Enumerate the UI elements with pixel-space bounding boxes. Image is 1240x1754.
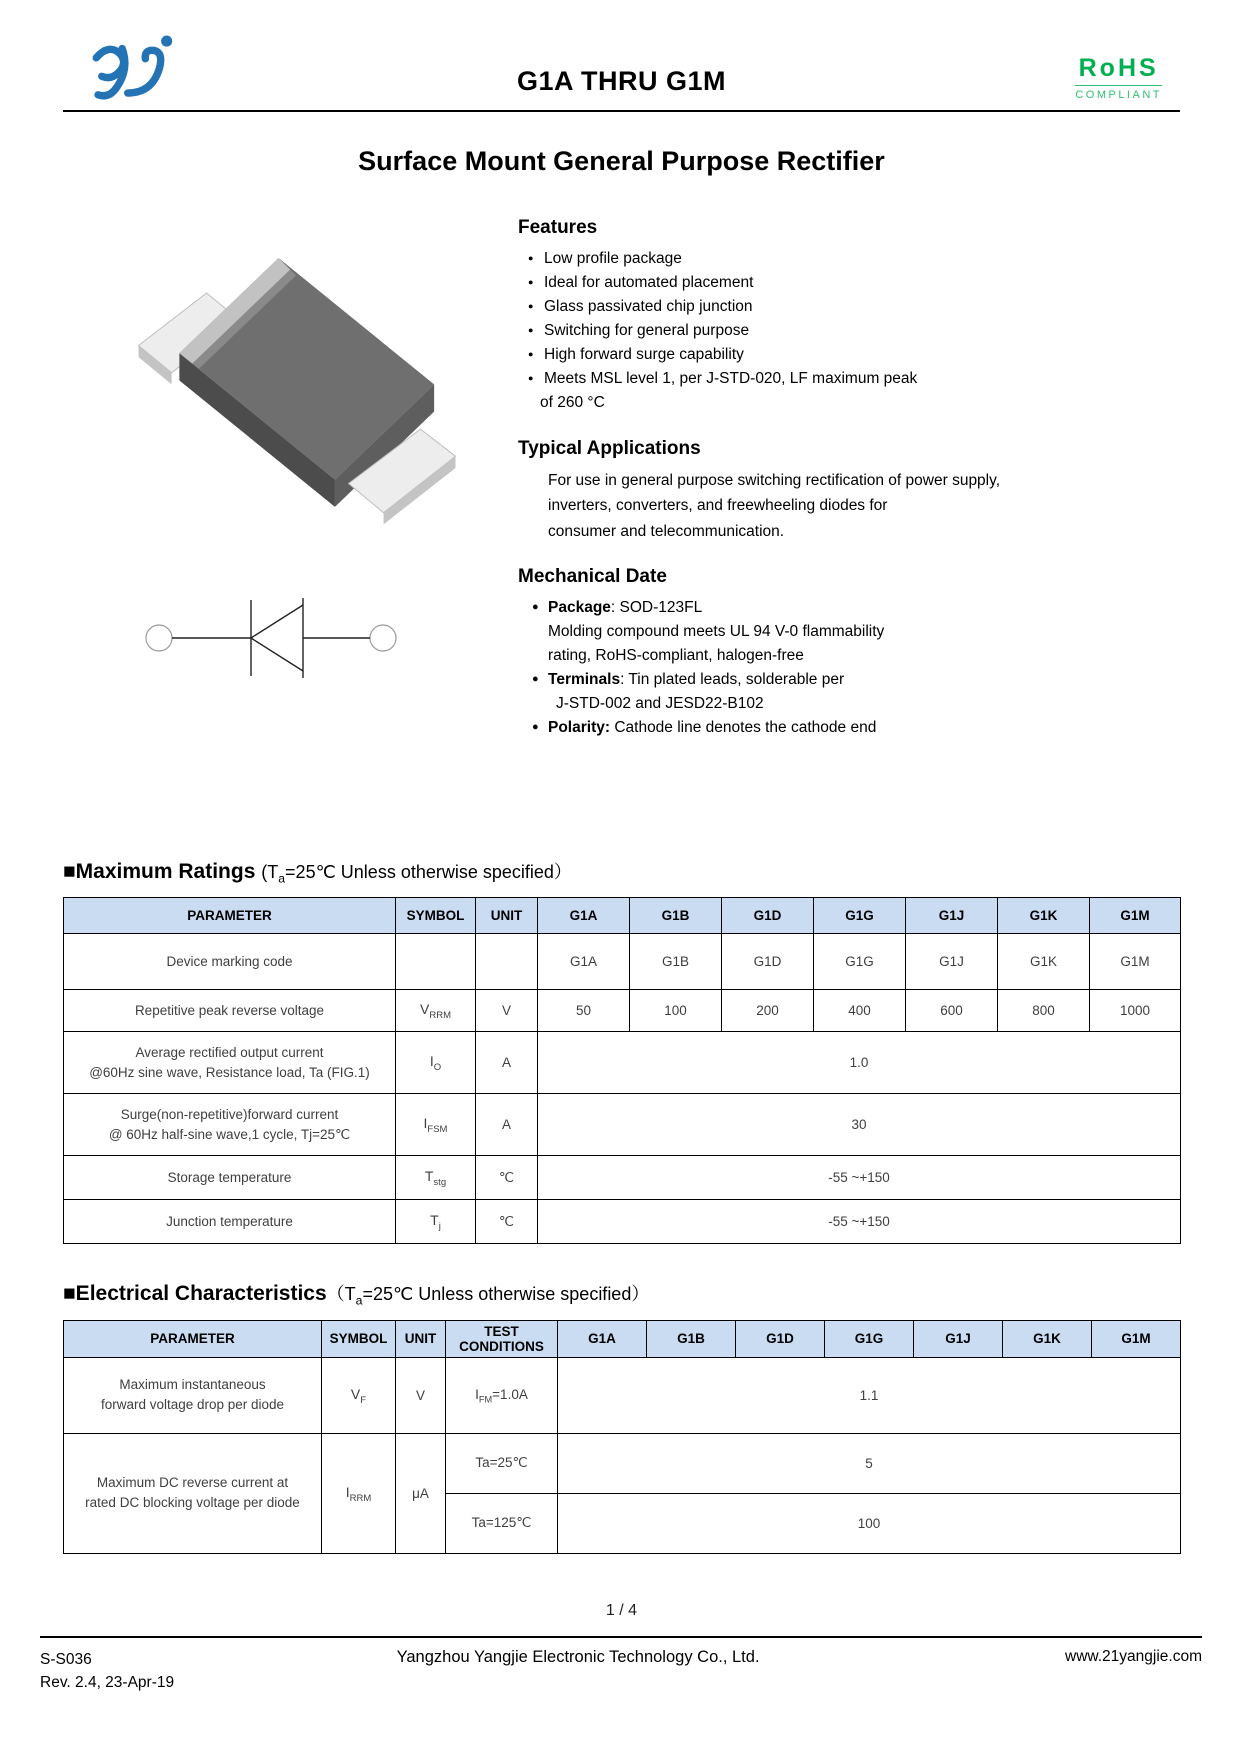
condition-subscript: a: [278, 871, 286, 886]
mechanical-label: Terminals: [548, 670, 621, 688]
mechanical-text: : Tin plated leads, solderable per: [620, 670, 845, 688]
column-header: G1D: [736, 1320, 825, 1357]
cell-value: 400: [814, 990, 906, 1032]
cell-value-span: -55 ~+150: [538, 1200, 1181, 1244]
applications-text: inverters, converters, and freewheeling diodes for: [548, 497, 888, 515]
cell-parameter: Maximum DC reverse current at rated DC blocking voltage per diode: [64, 1433, 322, 1553]
table-row-device-marking: [64, 934, 1181, 990]
cell-value: 200: [722, 990, 814, 1032]
cell-value-span: 1.1: [558, 1357, 1181, 1433]
cell-parameter: Repetitive peak reverse voltage: [64, 990, 396, 1032]
mechanical-item-package: [518, 596, 1090, 620]
column-header: TEST CONDITIONS: [446, 1320, 558, 1357]
table-row-tj: [64, 1200, 1181, 1244]
max-ratings-condition: [261, 861, 572, 886]
cell-value: 100: [630, 990, 722, 1032]
footer-company: Yangzhou Yangjie Electronic Technology Co., Ltd.: [396, 1647, 760, 1666]
applications-text: consumer and telecommunication.: [548, 522, 785, 540]
feature-item: ● Meets MSL level 1, per J-STD-020, LF maximum peak: [518, 367, 1090, 391]
cell-parameter: Storage temperature: [64, 1156, 396, 1200]
mechanical-text-line: rating, RoHS-compliant, halogen-free: [548, 646, 804, 664]
column-header: G1J: [914, 1320, 1003, 1357]
column-header: G1G: [814, 898, 906, 934]
page-number: 1 / 4: [605, 1601, 638, 1619]
cell-symbol: $T_j$: [396, 1200, 476, 1244]
max-ratings-heading: [63, 858, 1180, 886]
column-header: G1K: [1003, 1320, 1092, 1357]
condition-text: =25℃ Unless otherwise specified）: [362, 1284, 650, 1305]
cell-unit: ℃: [476, 1156, 538, 1200]
cell-value: G1D: [722, 934, 814, 990]
cell-value-span: 100: [558, 1493, 1181, 1553]
column-header: G1B: [630, 898, 722, 934]
rohs-badge: [1075, 54, 1162, 101]
mechanical-item-polarity: [518, 716, 1090, 740]
images-column: [63, 217, 518, 740]
footer-divider: [40, 1636, 1202, 1638]
condition-text: (T: [261, 861, 279, 882]
mechanical-label: Polarity:: [548, 718, 611, 736]
footer-doc-info: [40, 1648, 174, 1695]
cell-symbol: $V_{RRM}$: [396, 990, 476, 1032]
cell-test-condition: Ta=25℃: [446, 1433, 558, 1493]
electrical-heading-text: ■Electrical Characteristics: [63, 1282, 327, 1306]
column-header: G1D: [722, 898, 814, 934]
electrical-section: [63, 1280, 1180, 1554]
cell-test-condition: $I_{FM}=1.0A$: [446, 1357, 558, 1433]
page-footer: [40, 1648, 1202, 1695]
column-header: G1B: [647, 1320, 736, 1357]
cell-symbol: $V_F$: [322, 1357, 396, 1433]
features-heading: Features: [518, 217, 598, 238]
cell-value: 1000: [1090, 990, 1181, 1032]
table-header-row: [64, 898, 1181, 934]
diode-symbol-image: [131, 578, 411, 698]
cell-parameter: Maximum instantaneous forward voltage drop per diode: [64, 1357, 322, 1433]
sod-123fl-package-image: [123, 227, 473, 532]
cell-value: 600: [906, 990, 998, 1032]
cell-symbol: $I_{FSM}$: [396, 1094, 476, 1156]
cell-unit-empty: [476, 934, 538, 990]
cell-symbol: $I_{RRM}$: [322, 1433, 396, 1553]
cell-unit: μA: [396, 1433, 446, 1553]
cell-value: 50: [538, 990, 630, 1032]
mechanical-text-line: Molding compound meets UL 94 V-0 flammability: [548, 622, 885, 640]
page-title: Surface Mount General Purpose Rectifier: [358, 146, 885, 176]
cell-value: G1B: [630, 934, 722, 990]
cell-unit: V: [396, 1357, 446, 1433]
feature-item: ● High forward surge capability: [518, 343, 1090, 367]
doc-code: S-S036: [40, 1650, 92, 1668]
mechanical-heading: Mechanical Date: [518, 565, 667, 587]
doc-revision: Rev. 2.4, 23-Apr-19: [40, 1674, 175, 1692]
intro-section: [63, 217, 1180, 740]
table-row-irrm-25c: [64, 1433, 1181, 1493]
cell-unit: V: [476, 990, 538, 1032]
rohs-label: RoHS: [1078, 54, 1159, 82]
column-header: G1M: [1092, 1320, 1181, 1357]
cell-parameter: Device marking code: [64, 934, 396, 990]
mechanical-label: Package: [548, 598, 611, 616]
column-header: G1A: [558, 1320, 647, 1357]
column-header: PARAMETER: [64, 898, 396, 934]
cell-value: G1G: [814, 934, 906, 990]
table-row-vrrm: [64, 990, 1181, 1032]
applications-text: For use in general purpose switching rectification of power supply,: [548, 472, 1001, 490]
text-column: [518, 217, 1180, 740]
applications-heading: Typical Applications: [518, 438, 701, 460]
mechanical-text: Cathode line denotes the cathode end: [610, 718, 877, 736]
table-row-tstg: [64, 1156, 1181, 1200]
column-header: G1A: [538, 898, 630, 934]
table-row-ifsm: [64, 1094, 1181, 1156]
feature-item: ● Glass passivated chip junction: [518, 295, 1090, 319]
column-header: UNIT: [476, 898, 538, 934]
max-ratings-heading-text: ■Maximum Ratings: [63, 859, 256, 883]
cell-parameter: Surge(non-repetitive)forward current @ 60Hz half-sine wave,1 cycle, Tj=25℃: [64, 1094, 396, 1156]
cell-value-span: -55 ~+150: [538, 1156, 1181, 1200]
column-header: SYMBOL: [322, 1320, 396, 1357]
cell-value: G1K: [998, 934, 1090, 990]
mechanical-item-terminals: [518, 668, 1090, 692]
cell-parameter: Junction temperature: [64, 1200, 396, 1244]
column-header: G1K: [998, 898, 1090, 934]
part-number-title: G1A THRU G1M: [516, 66, 726, 96]
table-header-row: [64, 1320, 1181, 1357]
page-header: [63, 28, 1180, 112]
feature-item: ● Low profile package: [518, 247, 1090, 271]
feature-item: ● Ideal for automated placement: [518, 271, 1090, 295]
feature-item-continuation: of 260 °C: [540, 394, 605, 412]
rohs-compliant-label: COMPLIANT: [1075, 85, 1162, 101]
cell-value: G1A: [538, 934, 630, 990]
mechanical-text-line: J-STD-002 and JESD22-B102: [556, 694, 764, 712]
mechanical-text: : SOD-123FL: [610, 598, 703, 616]
cell-symbol-empty: [396, 934, 476, 990]
column-header: SYMBOL: [396, 898, 476, 934]
column-header: G1M: [1090, 898, 1181, 934]
cell-unit: ℃: [476, 1200, 538, 1244]
cell-unit: A: [476, 1032, 538, 1094]
cell-parameter: Average rectified output current @60Hz sine wave, Resistance load, Ta (FIG.1): [64, 1032, 396, 1094]
cell-value-span: 30: [538, 1094, 1181, 1156]
cell-test-condition: Ta=125℃: [446, 1493, 558, 1553]
electrical-condition: [326, 1284, 650, 1308]
footer-website: www.21yangjie.com: [1065, 1647, 1202, 1665]
condition-text: =25℃ Unless otherwise specified）: [285, 861, 572, 882]
cell-value: G1J: [906, 934, 998, 990]
feature-item: ● Switching for general purpose: [518, 319, 1090, 343]
cell-unit: A: [476, 1094, 538, 1156]
table-row-io: [64, 1032, 1181, 1094]
electrical-table: [63, 1320, 1181, 1554]
cell-symbol: $I_O$: [396, 1032, 476, 1094]
max-ratings-section: [63, 858, 1180, 1245]
condition-subscript: a: [355, 1293, 363, 1308]
column-header: G1J: [906, 898, 998, 934]
cell-value-span: 1.0: [538, 1032, 1181, 1094]
cell-value: G1M: [1090, 934, 1181, 990]
condition-text: （T: [326, 1284, 356, 1305]
cell-value-span: 5: [558, 1433, 1181, 1493]
electrical-heading: [63, 1280, 1180, 1308]
cell-symbol: $T_{stg}$: [396, 1156, 476, 1200]
table-row-vf: [64, 1357, 1181, 1433]
column-header: UNIT: [396, 1320, 446, 1357]
column-header: G1G: [825, 1320, 914, 1357]
cell-value: 800: [998, 990, 1090, 1032]
max-ratings-table: [63, 897, 1181, 1244]
column-header: PARAMETER: [64, 1320, 322, 1357]
